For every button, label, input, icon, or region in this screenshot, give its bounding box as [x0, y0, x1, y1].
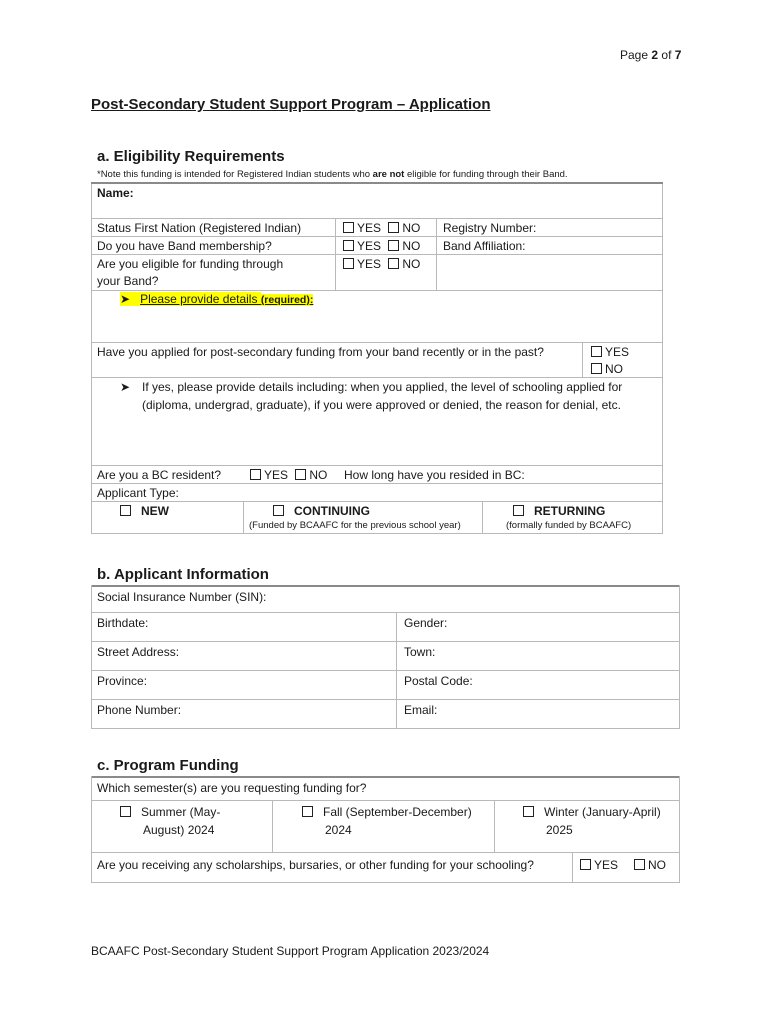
section-a-heading: a. Eligibility Requirements: [97, 148, 285, 165]
winter-label-2: 2025: [546, 823, 573, 837]
no-label: NO: [309, 468, 328, 482]
yes-label: YES: [264, 468, 289, 482]
postal-code-field[interactable]: Postal Code:: [404, 674, 473, 688]
bc-yes-checkbox[interactable]: [250, 469, 261, 480]
band-funding-eligible-label-2: your Band?: [97, 274, 159, 288]
applied-no: [591, 362, 623, 376]
applicant-type-new: [120, 504, 169, 518]
section-b-heading: b. Applicant Information: [97, 566, 269, 583]
returning-label: RETURNING: [534, 504, 606, 518]
summer-label-2: August) 2024: [143, 823, 215, 837]
status-no-checkbox[interactable]: [388, 222, 399, 233]
name-label: Name:: [97, 186, 134, 200]
fall-label: Fall (September-December): [323, 805, 472, 819]
band-funding-eligible-label: Are you eligible for funding through: [97, 257, 284, 271]
bc-residence-length-field[interactable]: How long have you resided in BC:: [344, 468, 525, 482]
applied-yes: [591, 345, 629, 359]
details-required-prompt: [120, 292, 313, 306]
returning-checkbox[interactable]: [513, 505, 524, 516]
band-membership-label: Do you have Band membership?: [97, 239, 272, 253]
fall-checkbox[interactable]: [302, 806, 313, 817]
note-text: *Note this funding is intended for Registered Indian students who: [97, 169, 373, 180]
yes-label: YES: [357, 221, 382, 235]
bc-resident-label: Are you a BC resident?: [97, 468, 222, 482]
if-yes-details-line1: If yes, please provide details including: when you applied, the level of schooling applied for: [142, 380, 623, 394]
eligibility-note: [97, 169, 568, 180]
town-field[interactable]: Town:: [404, 645, 436, 659]
band-no-checkbox[interactable]: [388, 240, 399, 251]
page-footer: BCAAFC Post-Secondary Student Support Program Application 2023/2024: [91, 944, 490, 958]
eligible-no-checkbox[interactable]: [388, 258, 399, 269]
winter-option: [523, 805, 661, 819]
continuing-checkbox[interactable]: [273, 505, 284, 516]
band-membership-yesno: [343, 239, 420, 253]
status-first-nation-label: Status First Nation (Registered Indian): [97, 221, 302, 235]
if-yes-input-area[interactable]: [96, 418, 656, 462]
no-label: NO: [402, 221, 421, 235]
band-affiliation-field[interactable]: Band Affiliation:: [443, 239, 526, 253]
scholarships-yes-checkbox[interactable]: [580, 859, 591, 870]
status-yesno: [343, 221, 420, 235]
applicant-type-label: Applicant Type:: [97, 486, 179, 500]
sin-field[interactable]: Social Insurance Number (SIN):: [97, 590, 267, 604]
new-label: NEW: [141, 504, 169, 518]
bc-no-checkbox[interactable]: [295, 469, 306, 480]
yes-label: YES: [357, 239, 382, 253]
note-text-end: eligible for funding through their Band.: [404, 169, 568, 180]
bc-resident-yesno: [250, 468, 327, 482]
continuing-note: (Funded by BCAAFC for the previous school year): [249, 520, 461, 531]
applied-yes-checkbox[interactable]: [591, 346, 602, 357]
no-label: NO: [402, 257, 421, 271]
no-label: NO: [648, 858, 666, 872]
scholarships-yes: [580, 858, 618, 872]
email-field[interactable]: Email:: [404, 703, 438, 717]
returning-note: (formally funded by BCAAFC): [506, 520, 632, 531]
applied-no-checkbox[interactable]: [591, 363, 602, 374]
scholarships-no-checkbox[interactable]: [634, 859, 645, 870]
summer-checkbox[interactable]: [120, 806, 131, 817]
fall-label-2: 2024: [325, 823, 352, 837]
summer-label: Summer (May-: [141, 805, 221, 819]
street-address-field[interactable]: Street Address:: [97, 645, 180, 659]
required-text: (required):: [260, 294, 314, 306]
yes-label: YES: [605, 345, 630, 359]
arrow-bullet-icon: ➤: [120, 292, 141, 306]
phone-number-field[interactable]: Phone Number:: [97, 703, 182, 717]
arrow-bullet-icon: ➤: [120, 380, 131, 394]
eligible-yesno: [343, 257, 420, 271]
yes-label: YES: [594, 858, 619, 872]
details-input-area[interactable]: [96, 310, 656, 340]
status-yes-checkbox[interactable]: [343, 222, 354, 233]
if-yes-details-line2: (diploma, undergrad, graduate), if you were approved or denied, the reason for denial, etc.: [142, 398, 621, 412]
section-c-heading: c. Program Funding: [97, 757, 239, 774]
note-bold: are not: [372, 169, 405, 180]
winter-checkbox[interactable]: [523, 806, 534, 817]
province-field[interactable]: Province:: [97, 674, 148, 688]
semesters-question: Which semester(s) are you requesting funding for?: [97, 781, 367, 795]
fall-option: [302, 805, 472, 819]
scholarships-no: [634, 858, 666, 872]
details-text: Please provide details: [140, 292, 261, 306]
document-title: Post-Secondary Student Support Program – Application: [91, 96, 491, 113]
band-yes-checkbox[interactable]: [343, 240, 354, 251]
applied-before-label: Have you applied for post-secondary funding from your band recently or in the past?: [97, 345, 544, 359]
winter-label: Winter (January-April): [544, 805, 661, 819]
new-checkbox[interactable]: [120, 505, 131, 516]
page-total: 7: [674, 48, 682, 62]
summer-option: [120, 805, 220, 819]
yes-label: YES: [357, 257, 382, 271]
no-label: NO: [402, 239, 421, 253]
page-of: of: [661, 48, 672, 62]
registry-number-field[interactable]: Registry Number:: [443, 221, 537, 235]
eligible-yes-checkbox[interactable]: [343, 258, 354, 269]
scholarships-question: Are you receiving any scholarships, bursaries, or other funding for your schooling?: [97, 858, 534, 872]
gender-field[interactable]: Gender:: [404, 616, 448, 630]
no-label: NO: [605, 362, 623, 376]
birthdate-field[interactable]: Birthdate:: [97, 616, 149, 630]
page-current: 2: [651, 48, 659, 62]
continuing-label: CONTINUING: [294, 504, 370, 518]
page-number: [620, 48, 681, 62]
page-label: Page: [620, 48, 649, 62]
applicant-type-returning: [513, 504, 605, 518]
applicant-type-continuing: [273, 504, 370, 518]
